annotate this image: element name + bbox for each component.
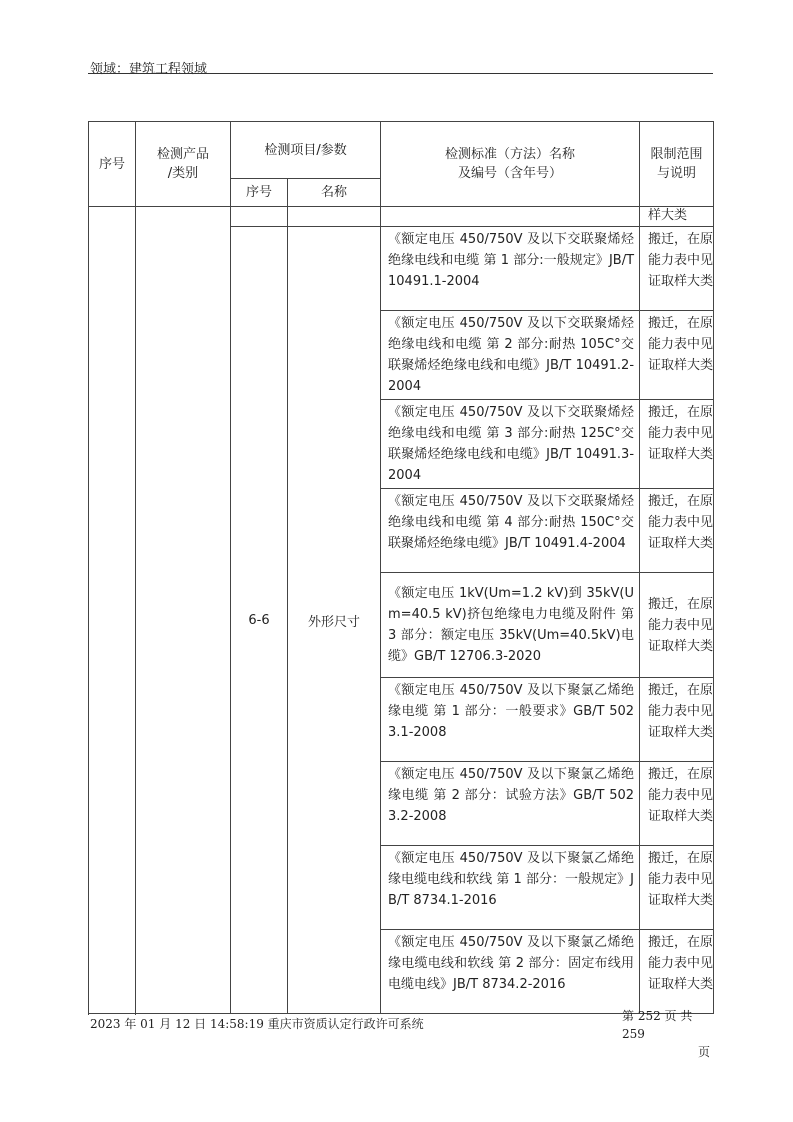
product-cell bbox=[136, 207, 231, 1014]
limits-note-cell: 搬迁，在原能力表中见证取样大类 bbox=[640, 846, 714, 930]
standard-cell: 《额定电压 1kV(Um=1.2 kV)到 35kV(Um=40.5 kV)挤包绝缘电力电缆及附件 第 3 部分：额定电压 35kV(Um=40.5kV)电缆》GB/T 12706.3-2020 bbox=[381, 573, 640, 678]
standard-cell: 《额定电压 450/750V 及以下交联聚烯烃绝缘电线和电缆 第 4 部分:耐热 150C°交联聚烯烃绝缘电缆》JB/T 10491.4-2004 bbox=[381, 489, 640, 573]
standard-cell: 《额定电压 450/750V 及以下聚氯乙烯绝缘电缆 第 2 部分：试验方法》GB/T 5023.2-2008 bbox=[381, 762, 640, 846]
col-header-item-name: 名称 bbox=[288, 179, 381, 207]
standard-cell: 《额定电压 450/750V 及以下交联聚烯烃绝缘电线和电缆 第 2 部分:耐热 105C°交联聚烯烃绝缘电线和电缆》JB/T 10491.2-2004 bbox=[381, 311, 640, 400]
limits-note-cell: 搬迁，在原能力表中见证取样大类 bbox=[640, 762, 714, 846]
standard-cell: 《额定电压 450/750V 及以下聚氯乙烯绝缘电缆电线和软线 第 1 部分：一般规定》JB/T 8734.1-2016 bbox=[381, 846, 640, 930]
col-header-seq: 序号 bbox=[89, 122, 136, 207]
carry-over-note: 样大类 bbox=[640, 207, 714, 227]
header-rule bbox=[88, 73, 713, 74]
carry-item-name-cell bbox=[288, 207, 381, 227]
item-seq-cell: 6-6 bbox=[231, 227, 288, 1014]
col-header-standard: 检测标准（方法）名称 及编号（含年号） bbox=[381, 122, 640, 207]
standard-cell: 《额定电压 450/750V 及以下聚氯乙烯绝缘电缆电线和软线 第 2 部分：固定布线用电缆电线》JB/T 8734.2-2016 bbox=[381, 930, 640, 1014]
item-name-cell: 外形尺寸 bbox=[288, 227, 381, 1014]
footer-timestamp: 2023 年 01 月 12 日 14:58:19 重庆市资质认定行政许可系统 bbox=[90, 1017, 424, 1031]
limits-note-cell: 搬迁，在原能力表中见证取样大类 bbox=[640, 311, 714, 400]
standard-cell: 《额定电压 450/750V 及以下交联聚烯烃绝缘电线和电缆 第 1 部分:一般规定》JB/T 10491.1-2004 bbox=[381, 227, 640, 311]
page-number-line2: 页 bbox=[697, 1045, 710, 1059]
col-header-limits: 限制范围 与说明 bbox=[640, 122, 714, 207]
seq-cell bbox=[89, 207, 136, 1014]
limits-note-cell: 搬迁，在原能力表中见证取样大类 bbox=[640, 400, 714, 489]
limits-note-cell: 搬迁，在原能力表中见证取样大类 bbox=[640, 489, 714, 573]
domain-label: 领域：建筑工程领域 bbox=[90, 62, 208, 77]
standard-cell: 《额定电压 450/750V 及以下聚氯乙烯绝缘电缆 第 1 部分：一般要求》GB/T 5023.1-2008 bbox=[381, 678, 640, 762]
page-number-line1: 第 252 页 共 259 bbox=[622, 1009, 693, 1041]
limits-note-cell: 搬迁，在原能力表中见证取样大类 bbox=[640, 678, 714, 762]
col-header-item-seq: 序号 bbox=[231, 179, 288, 207]
limits-note-cell: 搬迁，在原能力表中见证取样大类 bbox=[640, 227, 714, 311]
carry-item-seq-cell bbox=[231, 207, 288, 227]
carry-standard-cell bbox=[381, 207, 640, 227]
col-header-item-group: 检测项目/参数 bbox=[231, 122, 381, 179]
footer-page-number bbox=[622, 1007, 712, 1061]
capability-table bbox=[88, 121, 714, 1014]
limits-note-cell: 搬迁，在原能力表中见证取样大类 bbox=[640, 573, 714, 678]
col-header-product: 检测产品 /类别 bbox=[136, 122, 231, 207]
standard-cell: 《额定电压 450/750V 及以下交联聚烯烃绝缘电线和电缆 第 3 部分:耐热 125C°交联聚烯烃绝缘电线和电缆》JB/T 10491.3-2004 bbox=[381, 400, 640, 489]
limits-note-cell: 搬迁，在原能力表中见证取样大类 bbox=[640, 930, 714, 1014]
